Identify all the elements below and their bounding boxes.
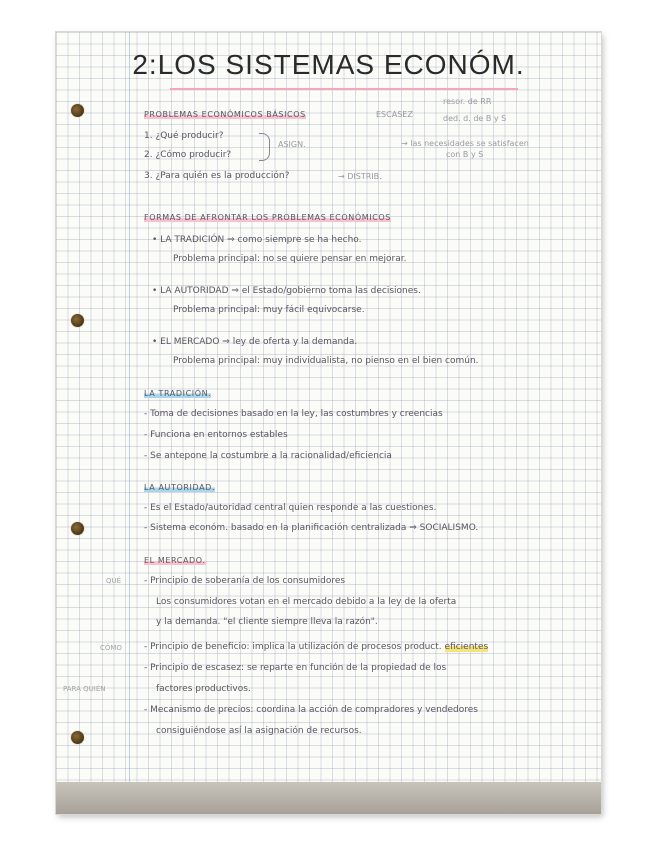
punch-hole	[71, 522, 84, 535]
tradicion-bullet-1: - Toma de decisiones basado en la ley, las costumbres y creencias	[144, 409, 443, 419]
notebook-page	[56, 32, 601, 814]
margin-note-que: QUÉ	[106, 577, 122, 585]
mercado-heading: EL MERCADO.	[144, 556, 206, 565]
asign-label: ASIGN.	[278, 140, 306, 149]
way-autoridad: • LA AUTORIDAD ⇒ el Estado/gobierno toma las decisiones.	[152, 286, 421, 296]
escasez-option-2: ded. d. de B y S	[443, 114, 507, 123]
mercado-principle-3-line-2: factores productivos.	[156, 684, 251, 694]
punch-hole	[71, 104, 84, 117]
escasez-label: ESCASEZ	[376, 110, 413, 119]
escasez-note-line-2: con B y S	[446, 150, 484, 159]
bottom-edge-shadow	[56, 782, 601, 814]
way-autoridad-problem: Problema principal: muy fácil equivocarse.	[173, 305, 365, 315]
basic-problems-heading: PROBLEMAS ECONÓMICOS BÁSICOS	[144, 110, 306, 119]
punch-hole	[71, 731, 84, 744]
title-underline	[170, 88, 518, 90]
mercado-principle-4-line-2: consiguiéndose así la asignación de recursos.	[156, 726, 362, 736]
question-1: 1. ¿Qué producir?	[144, 131, 224, 141]
way-tradicion: • LA TRADICIÓN ⇒ como siempre se ha hecho.	[152, 235, 362, 245]
way-mercado: • EL MERCADO ⇒ ley de oferta y la demanda.	[152, 337, 358, 347]
mercado-principle-2	[144, 642, 488, 652]
distrib-label: → DISTRIB.	[338, 172, 382, 181]
mercado-principle-1-line-2: Los consumidores votan en el mercado debido a la ley de la oferta	[156, 597, 457, 607]
autoridad-heading: LA AUTORIDAD.	[144, 483, 216, 492]
asign-bracket	[259, 133, 270, 161]
margin-note-como: CÓMO	[100, 644, 122, 652]
punch-hole	[71, 314, 84, 327]
margin-line	[129, 32, 130, 814]
tradicion-bullet-2: - Funciona en entornos estables	[144, 430, 288, 440]
margin-note-para-quien: PARA QUIÉN	[63, 685, 106, 693]
question-2: 2. ¿Cómo producir?	[144, 150, 232, 160]
question-3: 3. ¿Para quién es la producción?	[144, 171, 290, 181]
way-mercado-problem: Problema principal: muy individualista, no pienso en el bien común.	[173, 356, 479, 366]
mercado-principle-3: - Principio de escasez: se reparte en función de la propiedad de los	[144, 663, 447, 673]
page-title: 2:LOS SISTEMAS ECONÓM.	[132, 49, 525, 80]
escasez-note-line-1: → las necesidades se satisfacen	[401, 139, 529, 148]
mercado-principle-1-line-3: y la demanda. "el cliente siempre lleva la razón".	[156, 617, 378, 627]
mercado-principle-2-text: - Principio de beneficio: implica la utilización de procesos product.	[144, 642, 442, 652]
ways-heading: FORMAS DE AFRONTAR LOS PROBLEMAS ECONÓMICOS	[144, 213, 391, 222]
tradicion-bullet-3: - Se antepone la costumbre a la racionalidad/eficiencia	[144, 451, 392, 461]
way-tradicion-problem: Problema principal: no se quiere pensar en mejorar.	[173, 254, 407, 264]
tradicion-heading: LA TRADICIÓN.	[144, 389, 212, 398]
mercado-principle-4: - Mecanismo de precios: coordina la acción de compradores y vendedores	[144, 705, 478, 715]
escasez-option-1: resor. de RR	[443, 97, 492, 106]
mercado-principle-2-highlight: eficientes	[444, 642, 489, 652]
mercado-principle-1: - Principio de soberanía de los consumidores	[144, 576, 346, 586]
autoridad-bullet-1: - Es el Estado/autoridad central quien responde a las cuestiones.	[144, 503, 437, 513]
autoridad-bullet-2: - Sistema económ. basado en la planificación centralizada ⇒ SOCIALISMO.	[144, 523, 479, 533]
